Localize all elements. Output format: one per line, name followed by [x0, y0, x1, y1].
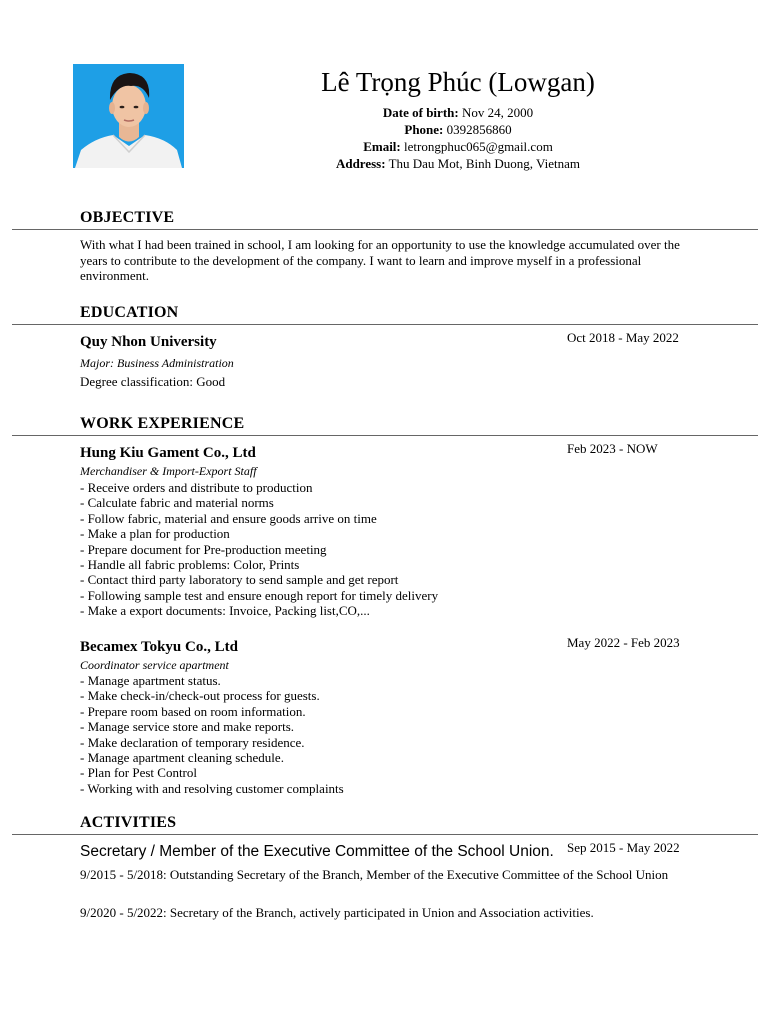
duty-item: - Make declaration of temporary residence.: [80, 734, 305, 750]
activity-detail: 9/2020 - 5/2022: Secretary of the Branch, actively participated in Union and Association activities.: [80, 905, 594, 920]
company-name: Hung Kiu Gament Co., Ltd: [80, 445, 256, 461]
candidate-name: Lê Trọng Phúc (Lowgan): [321, 67, 595, 97]
dob-label: Date of birth:: [382, 105, 459, 120]
duty-item: - Calculate fabric and material norms: [80, 495, 274, 511]
duty-item: - Make a plan for production: [80, 526, 230, 542]
objective-heading: OBJECTIVE: [80, 209, 175, 226]
job-duties-list: [80, 480, 438, 619]
duty-item: - Contact third party laboratory to send sample and get report: [80, 572, 399, 588]
duty-item: - Make check-in/check-out process for guests.: [80, 688, 320, 704]
duty-item: - Handle all fabric problems: Color, Prints: [80, 557, 300, 573]
job-duties-list: [80, 673, 344, 796]
section-divider: [12, 435, 758, 436]
phone-label: Phone:: [404, 122, 444, 137]
education-heading: EDUCATION: [80, 304, 179, 321]
duty-item: - Working with and resolving customer complaints: [80, 780, 344, 796]
phone-value: 0392856860: [446, 122, 512, 137]
duty-item: - Manage apartment cleaning schedule.: [80, 750, 284, 766]
duty-item: - Manage apartment status.: [80, 673, 221, 688]
address-label: Address:: [335, 156, 386, 171]
section-divider: [12, 834, 758, 835]
school-name: Quy Nhon University: [80, 334, 217, 350]
email-label: Email:: [363, 139, 401, 154]
duty-item: - Following sample test and ensure enough report for timely delivery: [80, 587, 439, 603]
major: Major: Business Administration: [80, 356, 234, 370]
phone: [260, 121, 656, 138]
email: [260, 138, 656, 155]
duty-item: - Prepare document for Pre-production meeting: [80, 541, 327, 557]
education-date: Oct 2018 - May 2022: [567, 330, 679, 345]
activity-detail: 9/2015 - 5/2018: Outstanding Secretary of the Branch, Member of the Executive Committee of the School Union: [80, 867, 669, 882]
address-value: Thu Dau Mot, Binh Duong, Vietnam: [388, 156, 581, 171]
email-value: letrongphuc065@gmail.com: [404, 139, 553, 154]
section-divider: [12, 229, 758, 230]
duty-item: - Follow fabric, material and ensure goods arrive on time: [80, 510, 377, 526]
job-role: Coordinator service apartment: [80, 658, 229, 672]
profile-photo: [73, 64, 184, 168]
degree-classification: Degree classification: Good: [80, 374, 226, 389]
job-date: Feb 2023 - NOW: [567, 441, 658, 456]
duty-item: - Plan for Pest Control: [80, 765, 197, 781]
address: [260, 155, 656, 172]
activity-date: Sep 2015 - May 2022: [567, 840, 680, 855]
activities-heading: ACTIVITIES: [80, 814, 177, 831]
objective-text: With what I had been trained in school, I am looking for an opportunity to use the knowledge accumulated over the years to contribute to the development of the company. I want to learn and improve myself in a professional environment.: [80, 237, 680, 283]
dob-value: Nov 24, 2000: [461, 105, 534, 120]
section-divider: [12, 324, 758, 325]
duty-item: - Manage service store and make reports.: [80, 719, 295, 735]
work-experience-heading: WORK EXPERIENCE: [80, 415, 245, 432]
date-of-birth: [260, 104, 656, 121]
company-name: Becamex Tokyu Co., Ltd: [80, 639, 238, 655]
duty-item: - Prepare room based on room information.: [80, 703, 306, 719]
duty-item: - Make a export documents: Invoice, Packing list,CO,...: [80, 603, 370, 619]
activity-role: Secretary / Member of the Executive Committee of the School Union.: [80, 843, 554, 860]
job-date: May 2022 - Feb 2023: [567, 635, 680, 650]
duty-item: - Receive orders and distribute to production: [80, 480, 313, 495]
job-role: Merchandiser & Import-Export Staff: [80, 464, 257, 478]
